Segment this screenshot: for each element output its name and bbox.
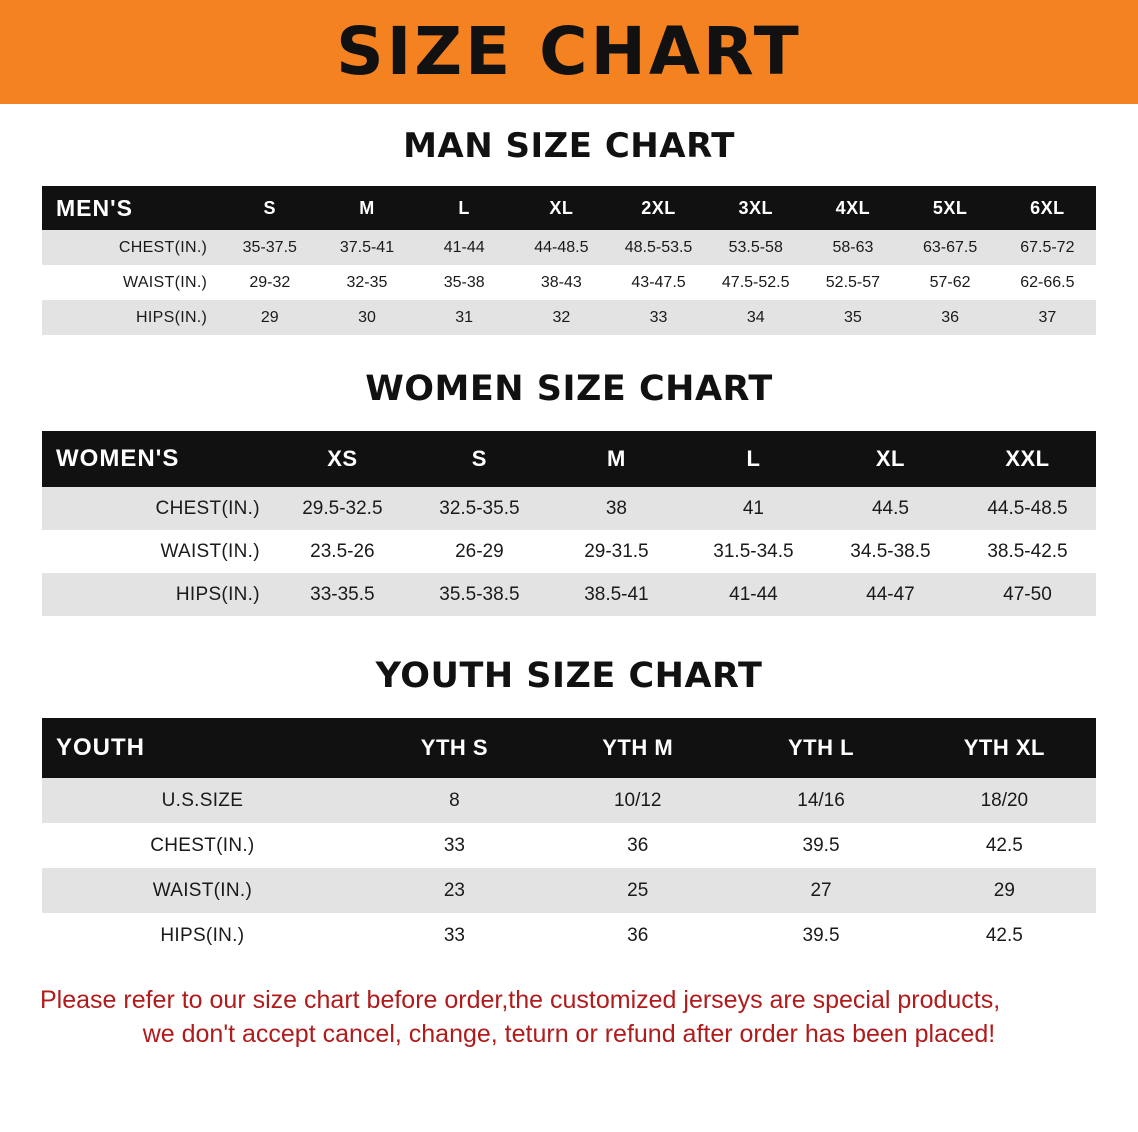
table-cell: 62-66.5 — [999, 265, 1096, 300]
column-header: XS — [327, 446, 358, 471]
table-cell: 35-38 — [416, 265, 513, 300]
table-cell: 33 — [363, 913, 546, 958]
youth-table-wrap — [0, 718, 1138, 958]
column-header: XL — [549, 197, 574, 218]
disclaimer-line-2: we don't accept cancel, change, teturn or refund after order has been placed! — [142, 1019, 996, 1048]
table-row — [42, 868, 1096, 913]
column-header: L — [746, 446, 761, 471]
table-cell: 34 — [707, 300, 804, 335]
table-cell: 38-43 — [513, 265, 610, 300]
row-label: U.S.SIZE — [42, 778, 363, 823]
column-header: S — [471, 446, 487, 471]
table-cell: 29-32 — [221, 265, 318, 300]
table-cell: 48.5-53.5 — [610, 230, 707, 265]
table-header-row — [42, 718, 1096, 778]
column-header: 6XL — [1030, 197, 1065, 218]
youth-size-table — [42, 718, 1096, 958]
table-cell: 36 — [546, 913, 729, 958]
table-cell: 10/12 — [546, 778, 729, 823]
women-table-wrap — [0, 431, 1138, 616]
table-cell: 31 — [416, 300, 513, 335]
table-row — [42, 487, 1096, 530]
table-cell: 23 — [363, 868, 546, 913]
table-header-row — [42, 186, 1096, 230]
table-row — [42, 778, 1096, 823]
table-cell: 44.5 — [822, 487, 959, 530]
table-cell: 32-35 — [318, 265, 415, 300]
table-row — [42, 230, 1096, 265]
column-header: YTH M — [602, 735, 674, 760]
table-cell: 32 — [513, 300, 610, 335]
table-cell: 41 — [685, 487, 822, 530]
table-cell: 44.5-48.5 — [959, 487, 1096, 530]
table-cell: 27 — [729, 868, 912, 913]
table-cell: 41-44 — [416, 230, 513, 265]
row-label: HIPS(IN.) — [42, 300, 221, 335]
table-cell: 38 — [548, 487, 685, 530]
table-cell: 32.5-35.5 — [411, 487, 548, 530]
table-cell: 36 — [902, 300, 999, 335]
row-label: CHEST(IN.) — [42, 230, 221, 265]
row-label: HIPS(IN.) — [42, 913, 363, 958]
table-row — [42, 300, 1096, 335]
table-cell: 44-48.5 — [513, 230, 610, 265]
table-cell: 8 — [363, 778, 546, 823]
column-header: YTH S — [420, 735, 489, 760]
table-cell: 26-29 — [411, 530, 548, 573]
table-cell: 33-35.5 — [274, 573, 411, 616]
column-header: S — [263, 197, 277, 218]
table-cell: 29.5-32.5 — [274, 487, 411, 530]
table-row — [42, 573, 1096, 616]
table-cell: 39.5 — [729, 913, 912, 958]
table-cell: 37.5-41 — [318, 230, 415, 265]
column-header: XL — [875, 446, 905, 471]
column-header: MEN'S — [56, 194, 133, 221]
row-label: HIPS(IN.) — [42, 573, 274, 616]
table-cell: 34.5-38.5 — [822, 530, 959, 573]
table-cell: 18/20 — [913, 778, 1096, 823]
row-label: CHEST(IN.) — [42, 823, 363, 868]
table-cell: 39.5 — [729, 823, 912, 868]
table-cell: 38.5-42.5 — [959, 530, 1096, 573]
man-section-title: MAN SIZE CHART — [403, 126, 735, 166]
column-header: XXL — [1005, 446, 1050, 471]
disclaimer-line-1: Please refer to our size chart before order,the customized jerseys are special products, — [40, 986, 1001, 1014]
column-header: YTH XL — [963, 735, 1045, 760]
column-header: YOUTH — [56, 734, 145, 761]
column-header: 2XL — [641, 197, 676, 218]
women-size-table — [42, 431, 1096, 616]
man-size-table — [42, 186, 1096, 335]
table-row — [42, 530, 1096, 573]
column-header: L — [458, 197, 470, 218]
table-cell: 42.5 — [913, 823, 1096, 868]
women-section-title: WOMEN SIZE CHART — [365, 369, 773, 409]
table-cell: 47-50 — [959, 573, 1096, 616]
table-cell: 36 — [546, 823, 729, 868]
table-cell: 38.5-41 — [548, 573, 685, 616]
table-cell: 35-37.5 — [221, 230, 318, 265]
column-header: M — [359, 197, 375, 218]
table-cell: 42.5 — [913, 913, 1096, 958]
table-cell: 58-63 — [804, 230, 901, 265]
table-cell: 47.5-52.5 — [707, 265, 804, 300]
table-header-row — [42, 431, 1096, 487]
table-cell: 14/16 — [729, 778, 912, 823]
row-label: WAIST(IN.) — [42, 868, 363, 913]
row-label: WAIST(IN.) — [42, 265, 221, 300]
disclaimer-note — [40, 984, 1098, 1052]
table-cell: 43-47.5 — [610, 265, 707, 300]
table-cell: 30 — [318, 300, 415, 335]
column-header: YTH L — [787, 735, 855, 760]
column-header: 3XL — [738, 197, 773, 218]
table-row — [42, 265, 1096, 300]
table-cell: 57-62 — [902, 265, 999, 300]
table-cell: 29 — [913, 868, 1096, 913]
table-cell: 29 — [221, 300, 318, 335]
table-row — [42, 823, 1096, 868]
table-cell: 33 — [363, 823, 546, 868]
man-table-wrap — [0, 186, 1138, 335]
table-cell: 53.5-58 — [707, 230, 804, 265]
column-header: 5XL — [932, 197, 968, 218]
column-header: M — [607, 446, 626, 471]
table-cell: 67.5-72 — [999, 230, 1096, 265]
table-cell: 63-67.5 — [902, 230, 999, 265]
table-cell: 41-44 — [685, 573, 822, 616]
table-cell: 37 — [999, 300, 1096, 335]
table-cell: 29-31.5 — [548, 530, 685, 573]
table-cell: 52.5-57 — [804, 265, 901, 300]
page-title: SIZE CHART — [336, 13, 802, 90]
column-header: 4XL — [835, 197, 871, 218]
row-label: WAIST(IN.) — [42, 530, 274, 573]
table-cell: 35.5-38.5 — [411, 573, 548, 616]
table-cell: 44-47 — [822, 573, 959, 616]
table-cell: 33 — [610, 300, 707, 335]
header-banner — [0, 0, 1138, 104]
table-cell: 25 — [546, 868, 729, 913]
row-label: CHEST(IN.) — [42, 487, 274, 530]
table-cell: 23.5-26 — [274, 530, 411, 573]
table-cell: 35 — [804, 300, 901, 335]
table-cell: 31.5-34.5 — [685, 530, 822, 573]
table-row — [42, 913, 1096, 958]
column-header: WOMEN'S — [56, 445, 180, 472]
youth-section-title: YOUTH SIZE CHART — [375, 656, 763, 696]
